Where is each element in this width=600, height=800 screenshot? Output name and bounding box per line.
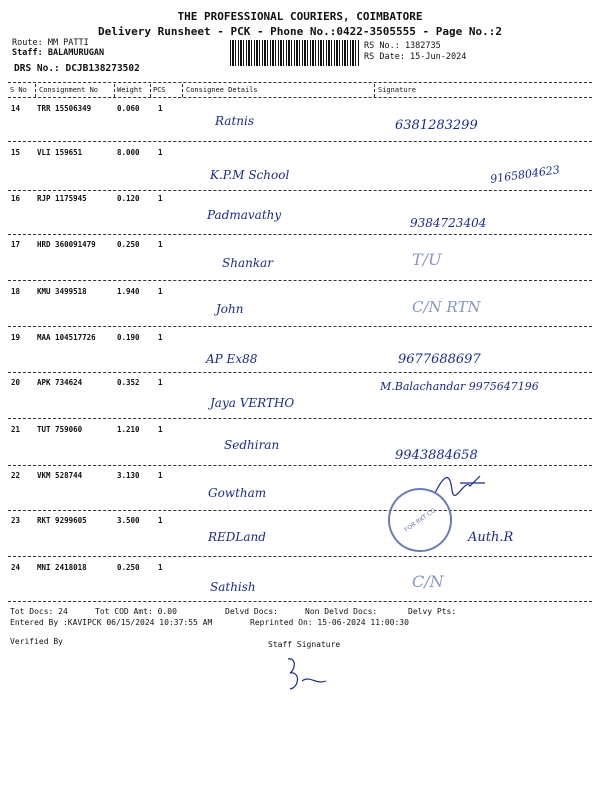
company-title: THE PROFESSIONAL COURIERS, COIMBATORE (177, 10, 423, 23)
col-header-consignment: Consignment No (39, 86, 99, 94)
rs-date: RS Date: 15-Jun-2024 (364, 52, 467, 62)
col-divider (35, 84, 36, 97)
col-divider (150, 84, 151, 97)
barcode (230, 40, 360, 66)
row-consignment: RKT 9299605 (37, 516, 87, 525)
row-pcs: 1 (158, 240, 163, 249)
non-delivered-docs: Non Delvd Docs: (305, 607, 378, 616)
row-sno: 14 (11, 104, 21, 113)
col-header-details: Consignee Details (186, 86, 258, 94)
consignee-name: Sedhiran (224, 438, 280, 452)
divider (8, 82, 592, 83)
row-consignment: RJP 1175945 (37, 194, 87, 203)
signature-value: 9943884658 (395, 448, 478, 463)
row-consignment: APK 734624 (37, 378, 83, 387)
signature-value: 9677688697 (398, 352, 481, 367)
drs-number: DRS No.: DCJB138273502 (14, 63, 140, 74)
row-sno: 17 (11, 240, 21, 249)
consignee-name: Gowtham (208, 486, 267, 500)
col-header-weight: Weight (117, 86, 143, 94)
total-cod: Tot COD Amt: 0.00 (95, 607, 177, 616)
consignee-name: Jaya VERTHO (210, 396, 295, 410)
verified-by: Verified By (10, 637, 63, 646)
signature-value: 6381283299 (395, 118, 478, 133)
row-weight: 0.190 (117, 333, 140, 342)
divider (8, 234, 592, 235)
row-pcs: 1 (158, 104, 163, 113)
row-consignment: MAA 104517726 (37, 333, 96, 342)
signature-value: C/N (412, 572, 444, 591)
divider (8, 97, 592, 98)
row-weight: 0.250 (117, 563, 140, 572)
delivered-docs: Delvd Docs: (225, 607, 278, 616)
divider (8, 556, 592, 557)
row-weight: 3.500 (117, 516, 140, 525)
staff-label: Staff: BALAMURUGAN (12, 48, 105, 58)
row-pcs: 1 (158, 333, 163, 342)
signature-value: M.Balachandar 9975647196 (380, 380, 539, 393)
staff-signature-scribble (282, 655, 332, 693)
consignee-name: Ratnis (215, 114, 255, 128)
col-header-sno: S No (10, 86, 27, 94)
row-weight: 1.210 (117, 425, 140, 434)
row-weight: 0.250 (117, 240, 140, 249)
divider (8, 141, 592, 142)
row-weight: 0.060 (117, 104, 140, 113)
route-label: Route: MM PATTI (12, 38, 89, 48)
row-pcs: 1 (158, 378, 163, 387)
rs-number: RS No.: 1382735 (364, 41, 441, 51)
row-pcs: 1 (158, 471, 163, 480)
divider (8, 510, 592, 511)
row-weight: 1.940 (117, 287, 140, 296)
row-sno: 21 (11, 425, 21, 434)
row-consignment: VKM 528744 (37, 471, 83, 480)
row-pcs: 1 (158, 425, 163, 434)
row-consignment: TRR 15506349 (37, 104, 92, 113)
stamp-text: FOR RKT CO (403, 506, 437, 534)
row-consignment: TUT 759060 (37, 425, 83, 434)
staff-signature-label: Staff Signature (268, 640, 341, 649)
row-pcs: 1 (158, 563, 163, 572)
entered-by: Entered By :KAVIPCK 06/15/2024 10:37:55 AM (10, 618, 213, 627)
consignee-name: Sathish (210, 580, 256, 594)
col-header-pcs: PCS (153, 86, 166, 94)
divider (8, 372, 592, 373)
row-consignment: MNI 2418018 (37, 563, 87, 572)
signature-value: C/N RTN (412, 298, 481, 316)
row-pcs: 1 (158, 148, 163, 157)
total-docs: Tot Docs: 24 (10, 607, 68, 616)
row-weight: 0.352 (117, 378, 140, 387)
row-consignment: KMU 3499518 (37, 287, 87, 296)
col-divider (114, 84, 115, 97)
signature-value: 9165804623 (489, 163, 561, 186)
signature-value: 9384723404 (410, 216, 487, 230)
row-weight: 8.000 (117, 148, 140, 157)
row-sno: 16 (11, 194, 21, 203)
row-sno: 24 (11, 563, 21, 572)
row-sno: 18 (11, 287, 21, 296)
row-consignment: VLI 159651 (37, 148, 83, 157)
row-sno: 23 (11, 516, 21, 525)
col-header-signature: Signature (378, 86, 416, 94)
row-sno: 19 (11, 333, 21, 342)
divider (8, 326, 592, 327)
row-sno: 20 (11, 378, 21, 387)
row-pcs: 1 (158, 516, 163, 525)
reprinted-on: Reprinted On: 15-06-2024 11:00:30 (250, 618, 409, 627)
consignee-name: John (216, 302, 244, 316)
row-sno: 15 (11, 148, 21, 157)
consignee-name: Padmavathy (207, 208, 282, 222)
runsheet-subtitle: Delivery Runsheet - PCK - Phone No.:0422-3505555 - Page No.:2 (98, 25, 502, 38)
consignee-name: AP Ex88 (206, 352, 258, 366)
divider (8, 601, 592, 602)
row-pcs: 1 (158, 194, 163, 203)
signature-value: Auth.R (468, 530, 514, 545)
divider (8, 280, 592, 281)
consignee-name: Shankar (222, 256, 273, 270)
divider (8, 465, 592, 466)
row-sno: 22 (11, 471, 21, 480)
signature-value: T/U (412, 250, 442, 269)
row-consignment: HRD 360091479 (37, 240, 96, 249)
row-weight: 3.130 (117, 471, 140, 480)
row-weight: 0.120 (117, 194, 140, 203)
row-pcs: 1 (158, 287, 163, 296)
col-divider (374, 84, 375, 97)
col-divider (182, 84, 183, 97)
divider (8, 418, 592, 419)
consignee-name: REDLand (208, 530, 266, 544)
divider (8, 190, 592, 191)
delivery-points: Delvy Pts: (408, 607, 457, 616)
consignee-name: K.P.M School (210, 168, 290, 182)
